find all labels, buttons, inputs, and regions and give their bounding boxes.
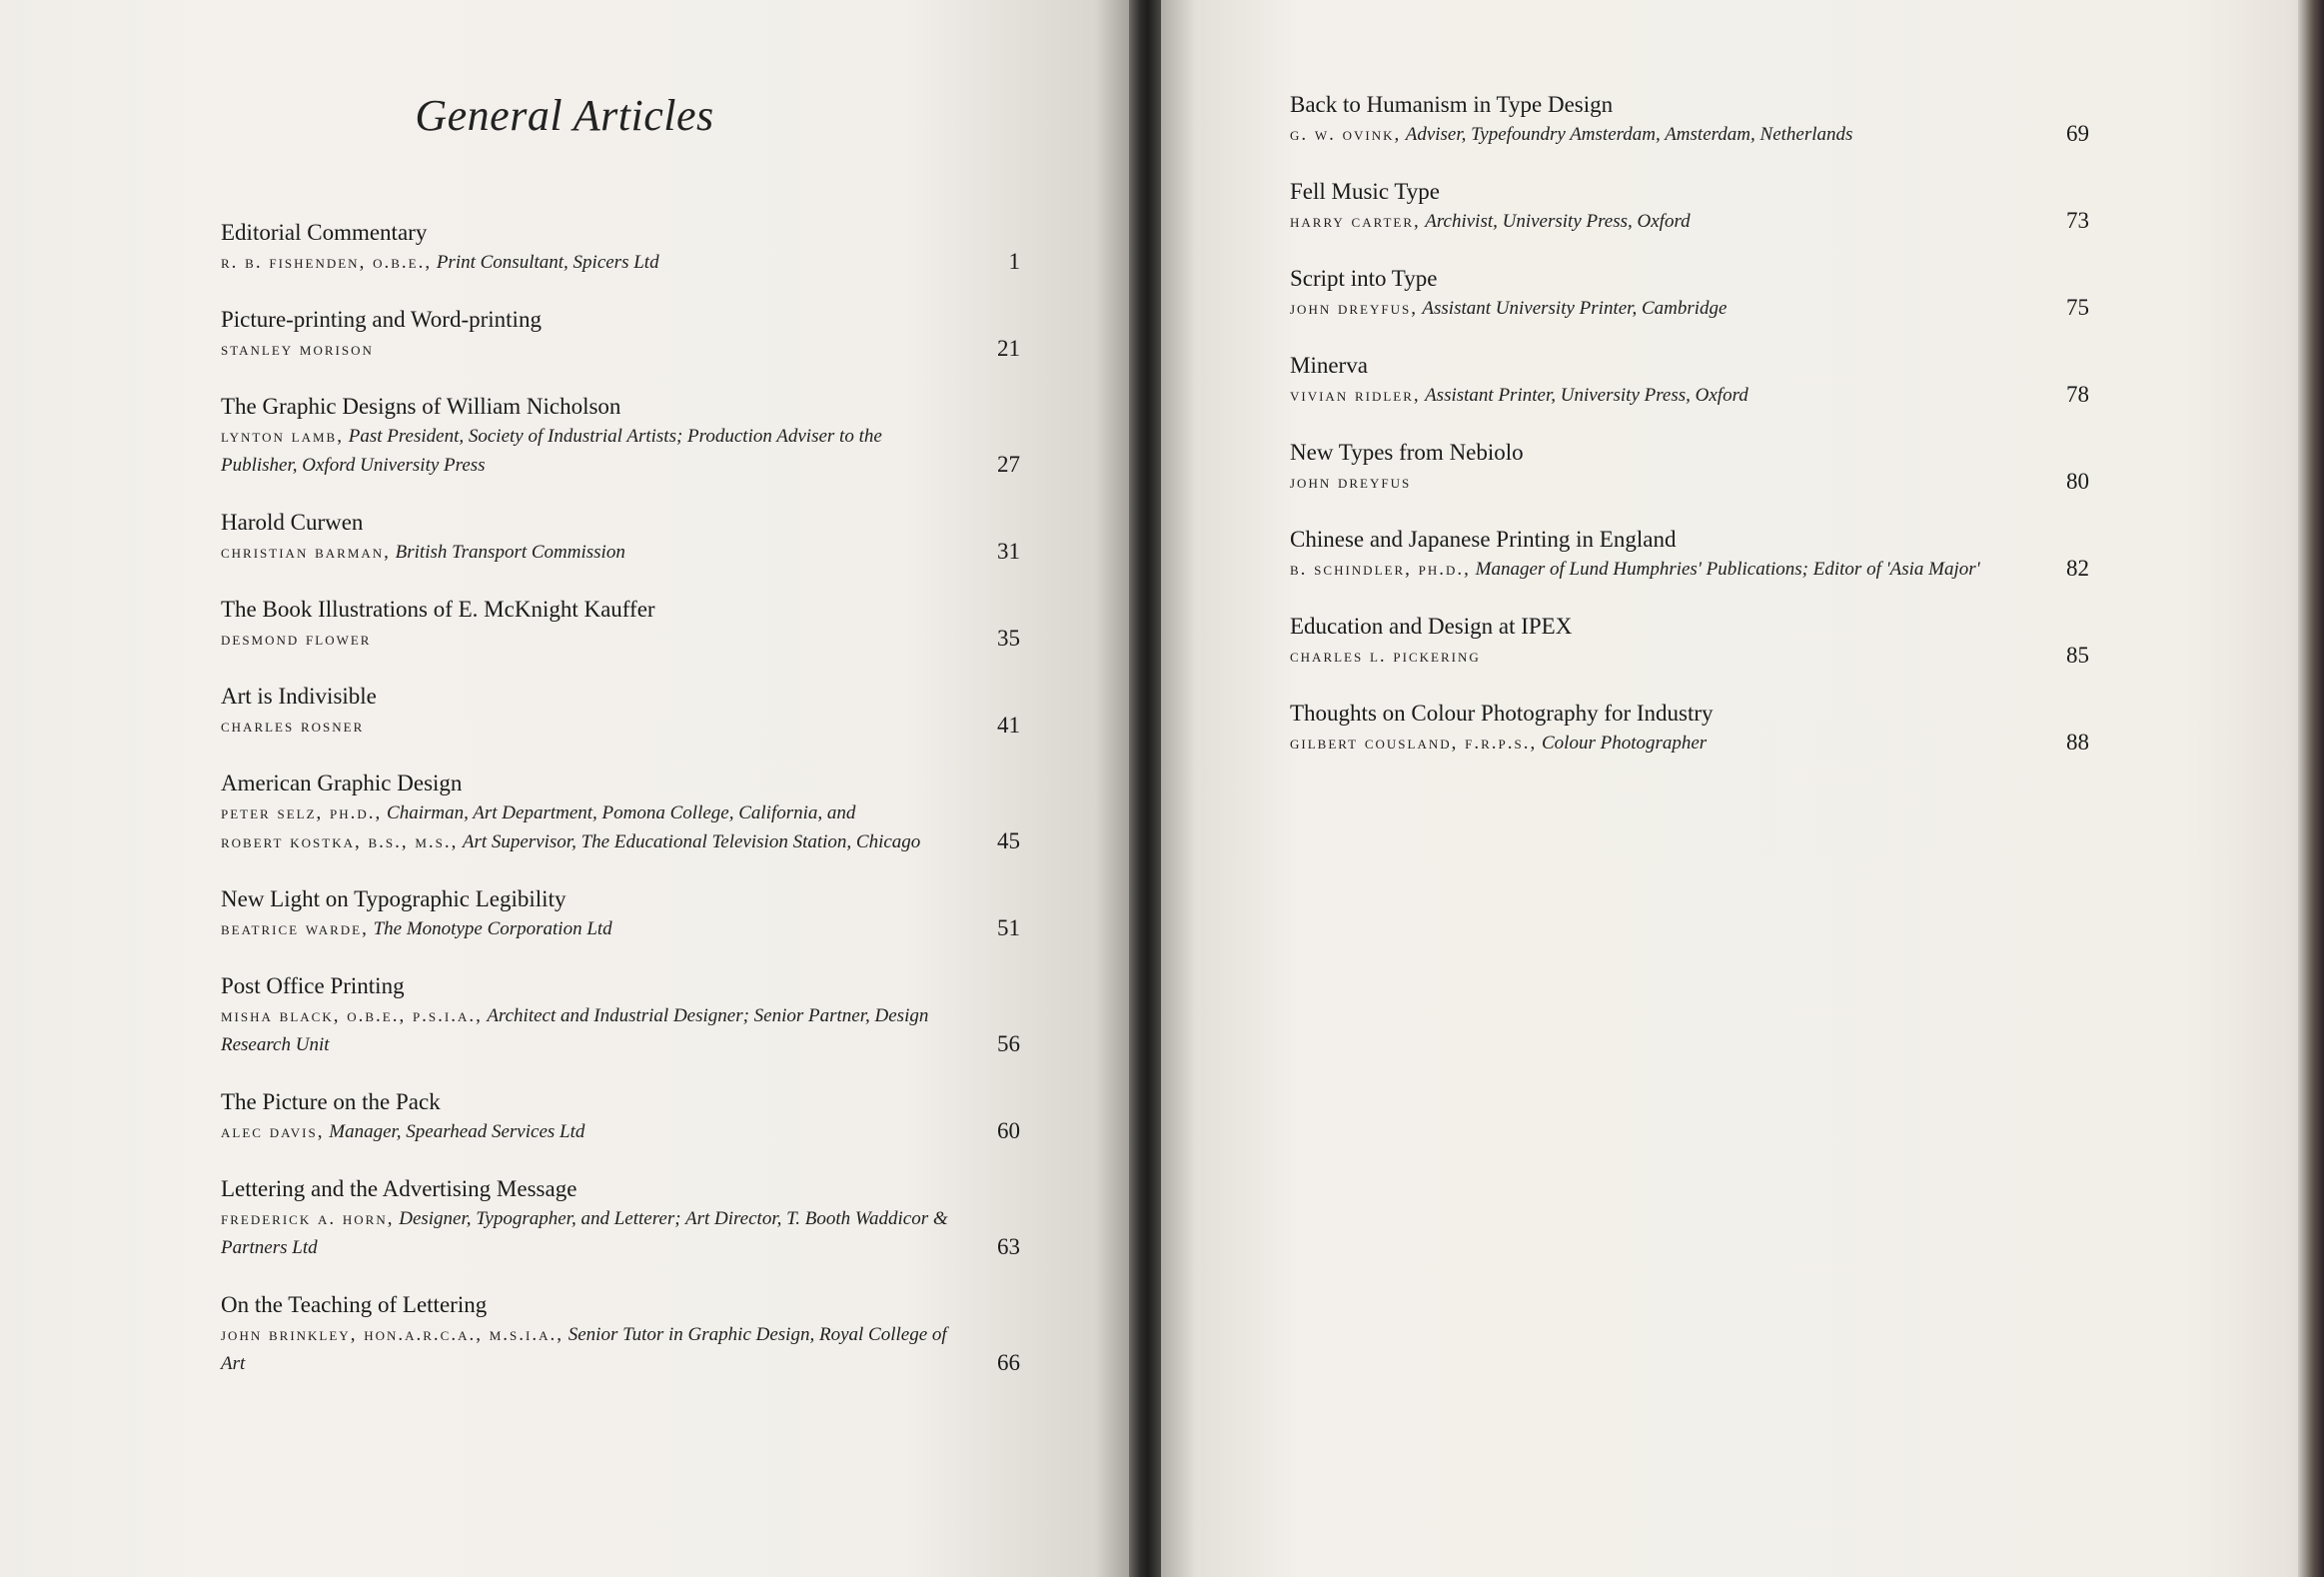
toc-entry bbox=[221, 1290, 1020, 1378]
book-gutter bbox=[1129, 0, 1161, 1577]
article-title: Back to Humanism in Type Design bbox=[1290, 92, 1614, 117]
left-page bbox=[0, 0, 1129, 1577]
article-byline bbox=[1290, 294, 2089, 323]
author-role: Designer, Typographer, and Letterer; Art Director, T. Booth Waddicor & Partners Ltd bbox=[221, 1208, 948, 1258]
page-number: 73 bbox=[2066, 208, 2089, 233]
page-number: 78 bbox=[2066, 382, 2089, 407]
article-title: Picture-printing and Word-printing bbox=[221, 307, 542, 332]
page-number: 60 bbox=[997, 1118, 1020, 1143]
article-title: Art is Indivisible bbox=[221, 684, 377, 709]
author-name: robert kostka, b.s., m.s., bbox=[221, 831, 459, 852]
page-number: 75 bbox=[2066, 295, 2089, 320]
page-number: 85 bbox=[2066, 643, 2089, 668]
article-byline bbox=[221, 1320, 1020, 1378]
article-byline bbox=[1290, 120, 2089, 149]
toc-entry bbox=[221, 769, 1020, 856]
author-name: desmond flower bbox=[221, 629, 372, 650]
toc-entry bbox=[1290, 351, 2089, 410]
page-number: 63 bbox=[997, 1234, 1020, 1259]
author-name: charles l. pickering bbox=[1290, 646, 1481, 667]
toc-entry bbox=[1290, 612, 2089, 671]
author-role: British Transport Commission bbox=[395, 542, 625, 563]
toc-entry bbox=[221, 595, 1020, 654]
article-byline bbox=[221, 798, 1020, 856]
article-title: Lettering and the Advertising Message bbox=[221, 1176, 578, 1201]
article-title: The Book Illustrations of E. McKnight Kauffer bbox=[221, 597, 655, 622]
article-title: Minerva bbox=[1290, 353, 1368, 378]
page-number: 56 bbox=[997, 1031, 1020, 1056]
author-role: Architect and Industrial Designer; Senior Partner, Design Research Unit bbox=[221, 1005, 929, 1055]
page-number: 1 bbox=[1008, 249, 1020, 274]
toc-left-column bbox=[221, 218, 1020, 1378]
article-title: The Picture on the Pack bbox=[221, 1089, 441, 1114]
article-byline bbox=[221, 1001, 1020, 1059]
author-name: b. schindler, ph.d., bbox=[1290, 559, 1471, 580]
author-name: john brinkley, hon.a.r.c.a., m.s.i.a., bbox=[221, 1324, 564, 1345]
toc-entry bbox=[1290, 525, 2089, 584]
article-byline bbox=[1290, 642, 2089, 671]
article-title: Harold Curwen bbox=[221, 510, 364, 535]
author-name: r. b. fishenden, o.b.e., bbox=[221, 252, 433, 273]
page-number: 69 bbox=[2066, 121, 2089, 146]
author-name: charles rosner bbox=[221, 716, 365, 737]
article-byline bbox=[221, 712, 1020, 741]
article-title: American Graphic Design bbox=[221, 771, 463, 795]
article-title: On the Teaching of Lettering bbox=[221, 1292, 488, 1317]
article-title: The Graphic Designs of William Nicholson bbox=[221, 394, 621, 419]
toc-entry bbox=[221, 218, 1020, 277]
toc-entry bbox=[221, 971, 1020, 1059]
author-role: Print Consultant, Spicers Ltd bbox=[436, 252, 659, 273]
author-role: Colour Photographer bbox=[1542, 733, 1708, 754]
article-byline bbox=[221, 335, 1020, 364]
author-name: frederick a. horn, bbox=[221, 1208, 395, 1229]
author-role: The Monotype Corporation Ltd bbox=[373, 918, 612, 939]
author-name: john dreyfus bbox=[1290, 472, 1412, 493]
author-role: Assistant Printer, University Press, Oxford bbox=[1425, 385, 1748, 406]
author-role: Archivist, University Press, Oxford bbox=[1425, 211, 1691, 232]
author-role: Past President, Society of Industrial Artists; Production Adviser to the Publisher, Oxford University Press bbox=[221, 426, 882, 476]
author-role: Senior Tutor in Graphic Design, Royal College of Art bbox=[221, 1324, 947, 1374]
author-role: Art Supervisor, The Educational Television Station, Chicago bbox=[462, 831, 921, 852]
author-role: Manager, Spearhead Services Ltd bbox=[329, 1121, 585, 1142]
author-name: peter selz, ph.d., bbox=[221, 802, 383, 823]
article-byline bbox=[221, 625, 1020, 654]
page-edge bbox=[2298, 0, 2324, 1577]
page-number: 21 bbox=[997, 336, 1020, 361]
article-byline bbox=[1290, 729, 2089, 758]
toc-entry bbox=[221, 392, 1020, 480]
section-title: General Articles bbox=[415, 91, 714, 140]
article-title: Fell Music Type bbox=[1290, 179, 1441, 204]
author-name: christian barman, bbox=[221, 542, 391, 563]
toc-entry bbox=[1290, 264, 2089, 323]
toc-entry bbox=[221, 884, 1020, 943]
author-name: harry carter, bbox=[1290, 211, 1421, 232]
page-number: 27 bbox=[997, 452, 1020, 477]
author-name: gilbert cousland, f.r.p.s., bbox=[1290, 733, 1538, 754]
toc-entry bbox=[1290, 438, 2089, 497]
page-number: 41 bbox=[997, 713, 1020, 738]
page-number: 45 bbox=[997, 828, 1020, 853]
article-byline bbox=[1290, 381, 2089, 410]
author-role: Chairman, Art Department, Pomona College, California, and bbox=[387, 802, 856, 823]
author-role: Manager of Lund Humphries' Publications; Editor of 'Asia Major' bbox=[1475, 559, 1980, 580]
author-name: vivian ridler, bbox=[1290, 385, 1421, 406]
article-title: Education and Design at IPEX bbox=[1290, 614, 1573, 639]
page-number: 82 bbox=[2066, 556, 2089, 581]
page-number: 31 bbox=[997, 539, 1020, 564]
page-number: 35 bbox=[997, 626, 1020, 651]
page-number: 66 bbox=[997, 1350, 1020, 1375]
article-title: New Light on Typographic Legibility bbox=[221, 886, 567, 911]
toc-entry bbox=[221, 1087, 1020, 1146]
toc-entry bbox=[221, 1174, 1020, 1262]
toc-entry bbox=[1290, 90, 2089, 149]
article-title: Thoughts on Colour Photography for Industry bbox=[1290, 701, 1714, 726]
article-byline bbox=[221, 1204, 1020, 1262]
author-name: beatrice warde, bbox=[221, 918, 369, 939]
article-byline bbox=[221, 914, 1020, 943]
author-name: alec davis, bbox=[221, 1121, 325, 1142]
article-title: New Types from Nebiolo bbox=[1290, 440, 1524, 465]
toc-entry bbox=[221, 305, 1020, 364]
toc-entry bbox=[1290, 177, 2089, 236]
author-name: lynton lamb, bbox=[221, 426, 344, 447]
page-number: 51 bbox=[997, 915, 1020, 940]
author-role: Adviser, Typefoundry Amsterdam, Amsterdam, Netherlands bbox=[1405, 124, 1853, 145]
article-byline bbox=[1290, 207, 2089, 236]
article-byline bbox=[1290, 468, 2089, 497]
article-title: Post Office Printing bbox=[221, 973, 405, 998]
article-byline bbox=[221, 422, 1020, 480]
author-name: john dreyfus, bbox=[1290, 298, 1418, 319]
page-number: 88 bbox=[2066, 730, 2089, 755]
page-number: 80 bbox=[2066, 469, 2089, 494]
article-title: Script into Type bbox=[1290, 266, 1438, 291]
author-role: Assistant University Printer, Cambridge bbox=[1422, 298, 1728, 319]
toc-right-column bbox=[1290, 90, 2089, 758]
article-byline bbox=[221, 1117, 1020, 1146]
article-byline bbox=[1290, 555, 2089, 584]
author-name: stanley morison bbox=[221, 339, 374, 360]
article-title: Chinese and Japanese Printing in England bbox=[1290, 527, 1677, 552]
article-title: Editorial Commentary bbox=[221, 220, 428, 245]
article-byline bbox=[221, 538, 1020, 567]
author-name: g. w. ovink, bbox=[1290, 124, 1402, 145]
toc-entry bbox=[221, 682, 1020, 741]
author-name: misha black, o.b.e., p.s.i.a., bbox=[221, 1005, 483, 1026]
article-byline bbox=[221, 248, 1020, 277]
toc-entry bbox=[1290, 699, 2089, 758]
toc-entry bbox=[221, 508, 1020, 567]
